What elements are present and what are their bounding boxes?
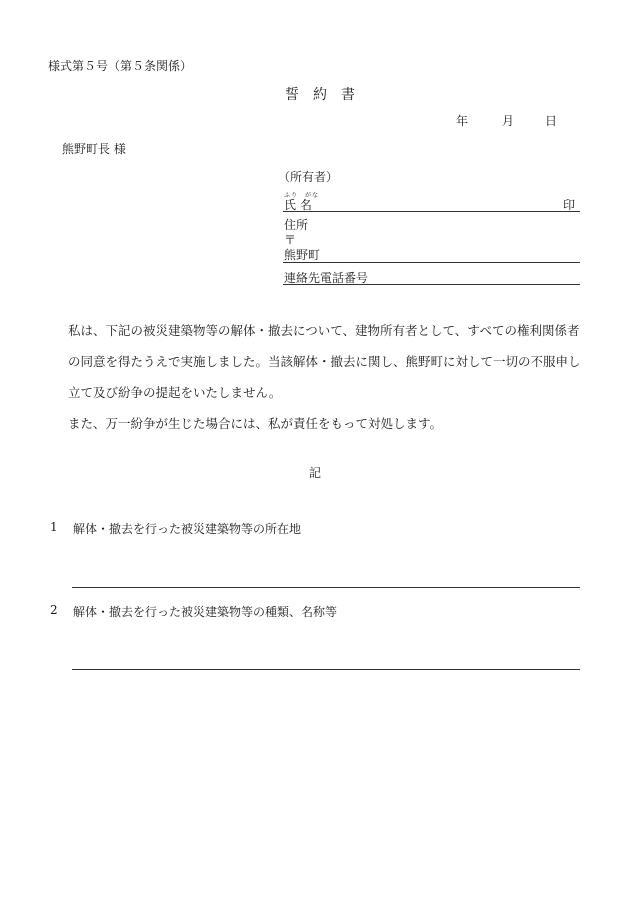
phone-label: 連絡先電話番号 [284,271,369,285]
item-1-number: 1 [50,520,58,534]
town-label: 熊野町 [284,248,321,262]
date-day-label: 日 [545,114,558,128]
record-heading: 記 [309,466,322,480]
item-2-entry-line [72,669,580,670]
addressee: 熊野町長 様 [62,142,126,156]
item-1-label: 解体・撤去を行った被災建築物等の所在地 [73,522,302,536]
form-number: 様式第５号（第５条関係） [48,59,193,73]
pledge-paragraph-1: 私は、下記の被災建築物等の解体・撤去について、建物所有者として、すべての権利関係者の同意を得たうえで実施しました。当該解体・撤去に関し、熊野町に対して一切の不服申し立て及び紛争の提起をいたしません。 [68,323,581,400]
postal-mark: 〒 [284,233,297,247]
name-underline [283,211,580,212]
address-underline [283,262,580,263]
pledge-body [48,315,588,439]
item-2-label: 解体・撤去を行った被災建築物等の種類、名称等 [73,605,338,619]
address-label: 住所 [284,218,309,232]
name-label: 氏 名 [284,198,312,212]
item-1-entry-line [72,587,580,588]
phone-underline [283,284,580,285]
date-year-label: 年 [456,114,469,128]
name-ruby: ふり がな [284,192,320,199]
date-month-label: 月 [502,114,515,128]
pledge-paragraph-2: また、万一紛争が生じた場合には、私が責任をもって対処します。 [68,416,443,431]
owner-heading: （所有者） [278,170,339,184]
document-title: 誓約書 [285,87,369,103]
item-2-number: 2 [50,603,58,617]
seal-mark: 印 [563,198,576,212]
